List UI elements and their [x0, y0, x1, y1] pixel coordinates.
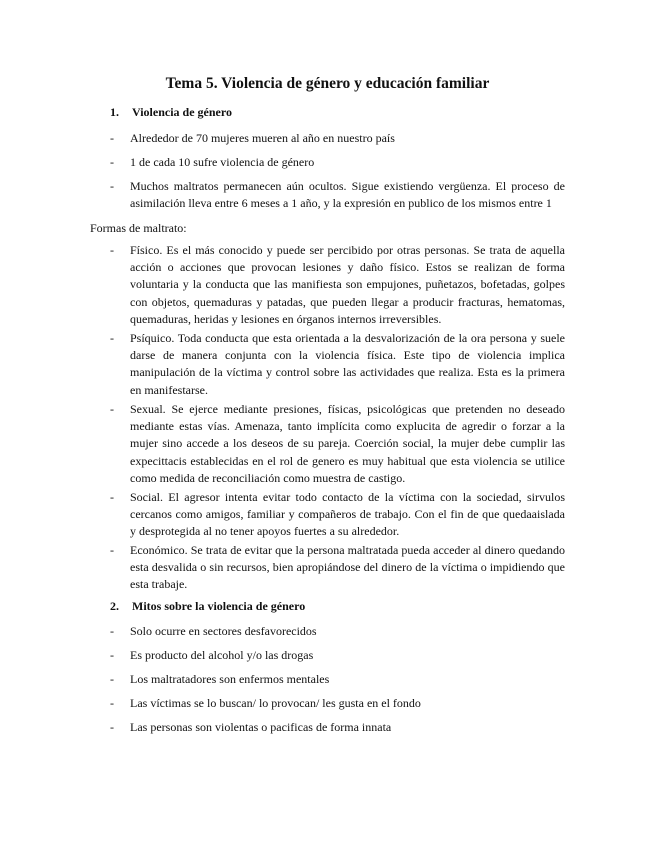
list-item [110, 489, 565, 541]
list-item [110, 154, 565, 171]
bullet-dash: - [110, 543, 114, 557]
bullet-dash: - [110, 672, 114, 686]
list-item-text: Alrededor de 70 mujeres mueren al año en nuestro país [130, 131, 395, 145]
list-item-text: Físico. Es el más conocido y puede ser percibido por otras personas. Se trata de aquella acción o acciones que provocan lesiones y daño físico. Estos se realizan de forma voluntaria y la conducta que las manifiesta son empujones, puñetazos, bofetadas, golpes con objetos, quemaduras y patadas, que pueden llegar a producir fracturas, hematomas, quemaduras, heridas y lesiones en órganos internos irreversibles. [130, 243, 565, 326]
list-item-text: Psíquico. Toda conducta que esta orientada a la desvalorización de la ora persona y suele darse de manera conjunta con la violencia física. Este tipo de violencia implica manipulación de la víctima y control sobre las actividades que realiza. Esta es la primera en manifestarse. [130, 331, 565, 397]
list-item [110, 130, 565, 147]
bullet-dash: - [110, 624, 114, 638]
document-title: Tema 5. Violencia de género y educación familiar [165, 75, 490, 92]
bullet-dash: - [110, 179, 114, 193]
list-item-text: Económico. Se trata de evitar que la persona maltratada pueda acceder al dinero quedando esta desvalida o sin recursos, bien apropiándose del dinero de la víctima o impidiendo que esta trabaje. [130, 543, 565, 592]
section-heading-2 [110, 598, 305, 615]
list-item-text: Los maltratadores son enfermos mentales [130, 672, 330, 686]
section-number: 1. [110, 105, 119, 119]
list-item-text: Social. El agresor intenta evitar todo contacto de la víctima con la sociedad, sirvulos cercanos como amigos, familiar y compañeros de trabajo. Con el fin de que quedaaislada y desprotegida al no tener apoyos fuertes a su alrededor. [130, 490, 565, 539]
bullet-dash: - [110, 243, 114, 257]
bullet-dash: - [110, 720, 114, 734]
list-item-text: Es producto del alcohol y/o las drogas [130, 648, 314, 662]
bullet-dash: - [110, 331, 114, 345]
list-item [110, 242, 565, 328]
bullet-dash: - [110, 155, 114, 169]
list-item [110, 330, 565, 399]
list-item [110, 671, 565, 688]
list-item [110, 401, 565, 487]
section-heading-1 [110, 104, 232, 121]
list-item [110, 623, 565, 640]
bullet-dash: - [110, 490, 114, 504]
section-number: 2. [110, 599, 119, 613]
section-heading-text: Violencia de género [132, 105, 232, 119]
list-item-text: Solo ocurre en sectores desfavorecidos [130, 624, 317, 638]
list-item [110, 178, 565, 212]
section-heading-text: Mitos sobre la violencia de género [132, 599, 306, 613]
list-item [110, 719, 565, 736]
bullet-dash: - [110, 131, 114, 145]
formas-intro: Formas de maltrato: [90, 221, 187, 235]
list-item-text: Las víctimas se lo buscan/ lo provocan/ les gusta en el fondo [130, 696, 421, 710]
list-item [110, 647, 565, 664]
bullet-dash: - [110, 402, 114, 416]
list-item-text: Las personas son violentas o pacificas de forma innata [130, 720, 392, 734]
list-item-text: Sexual. Se ejerce mediante presiones, físicas, psicológicas que pretenden no deseado mediante estas vías. Amenaza, tanto implícita como explucita de agredir o forzar a la mujer sino accede a los deseos de su pareja. Coerción social, la mujer debe cumplir las expecittacis establecidas en el rol de genero es muy habitual que esta violencia se utilice como medida de reconciliación como muestra de castigo. [130, 402, 565, 485]
list-item-text: 1 de cada 10 sufre violencia de género [130, 155, 315, 169]
bullet-dash: - [110, 696, 114, 710]
list-item [110, 695, 565, 712]
list-item-text: Muchos maltratos permanecen aún ocultos. Sigue existiendo vergüenza. El proceso de asimilación lleva entre 6 meses a 1 año, y la expresión en publico de los mismos entre 1 [130, 179, 565, 211]
bullet-dash: - [110, 648, 114, 662]
list-item [110, 542, 565, 594]
